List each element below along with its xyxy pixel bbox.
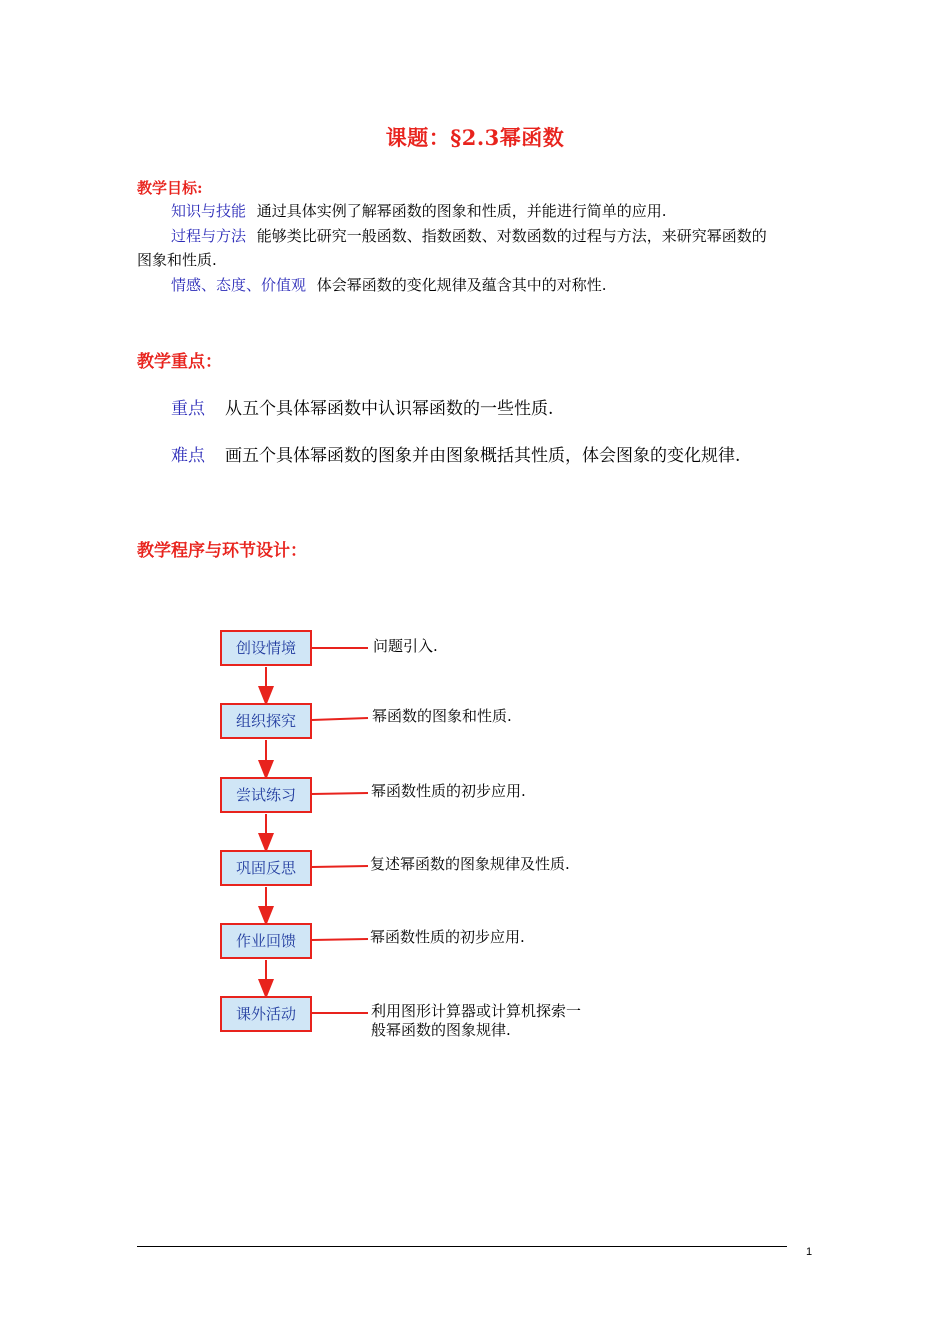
step-box-3: 尝试练习: [220, 777, 312, 813]
connector-4: [312, 866, 368, 867]
footer-rule: [137, 1246, 787, 1247]
connector-5: [312, 939, 368, 940]
difficulty-text: 画五个具体幂函数的图象并由图象概括其性质，体会图象的变化规律.: [225, 446, 741, 466]
attitude-label: 情感、态度、价值观: [171, 276, 307, 294]
keypoints-heading: 教学重点：: [137, 352, 222, 372]
objectives-heading: 教学目标:: [137, 179, 203, 197]
process-text: 能够类比研究一般函数、指数函数、对数函数的过程与方法，来研究幂函数的: [256, 227, 767, 245]
connector-3: [312, 793, 368, 794]
step-desc-6-line1: 利用图形计算器或计算机探索一: [371, 1002, 582, 1020]
step-desc-5: 幂函数性质的初步应用.: [370, 928, 525, 946]
procedure-heading: 教学程序与环节设计：: [137, 541, 307, 561]
step-box-6: 课外活动: [220, 996, 312, 1032]
focus-text: 从五个具体幂函数中认识幂函数的一些性质.: [225, 399, 554, 419]
step-box-5: 作业回馈: [220, 923, 312, 959]
step-desc-1: 问题引入.: [373, 637, 438, 655]
step-box-1: 创设情境: [220, 630, 312, 666]
knowledge-text: 通过具体实例了解幂函数的图象和性质，并能进行简单的应用.: [256, 202, 667, 220]
step-box-4: 巩固反思: [220, 850, 312, 886]
process-text-continued: 图象和性质.: [137, 251, 217, 269]
process-label: 过程与方法: [171, 227, 247, 245]
focus-label: 重点: [171, 399, 205, 419]
page-number: 1: [806, 1246, 813, 1258]
step-desc-4: 复述幂函数的图象规律及性质.: [370, 855, 570, 873]
step-desc-2: 幂函数的图象和性质.: [372, 707, 512, 725]
attitude-text: 体会幂函数的变化规律及蕴含其中的对称性.: [316, 276, 607, 294]
lesson-title: 课题：§2.3幂函数: [385, 125, 565, 150]
connector-2: [312, 718, 368, 720]
step-desc-6: [371, 1002, 581, 1040]
difficulty-label: 难点: [171, 446, 205, 466]
knowledge-label: 知识与技能: [171, 202, 247, 220]
step-desc-3: 幂函数性质的初步应用.: [371, 782, 526, 800]
step-desc-6-line2: 般幂函数的图象规律.: [371, 1021, 511, 1039]
step-box-2: 组织探究: [220, 703, 312, 739]
